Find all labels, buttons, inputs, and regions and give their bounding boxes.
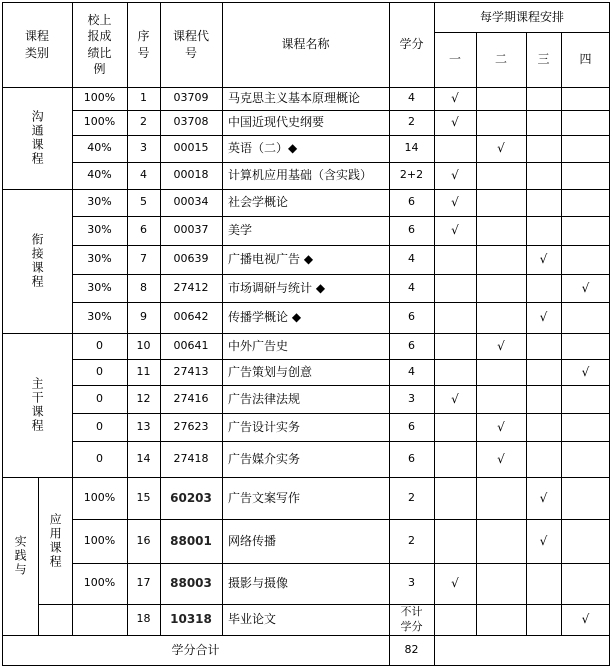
- schedule-divider: [434, 32, 610, 33]
- code-cell: 00037: [173, 223, 209, 237]
- total-value: 82: [404, 643, 419, 657]
- code-cell: 00642: [173, 310, 209, 324]
- check-mark: √: [451, 115, 459, 130]
- course-name-cell: 计算机应用基础（含实践）: [228, 168, 373, 183]
- course-name-cell: 广告策划与创意: [228, 364, 313, 379]
- code-cell: 00641: [173, 338, 209, 352]
- code-cell: 27413: [173, 364, 209, 378]
- header-semester-2: 二: [494, 52, 507, 67]
- check-mark: √: [451, 91, 459, 106]
- seq-cell: 10: [136, 338, 151, 352]
- check-mark: √: [581, 280, 590, 295]
- credit-cell: 6: [408, 338, 415, 352]
- ratio-cell: 0: [96, 338, 103, 352]
- row-divider: [72, 274, 610, 275]
- seq-cell: 18: [136, 612, 151, 626]
- ratio-cell: 30%: [87, 252, 112, 266]
- credit-cell: 2+2: [399, 168, 424, 182]
- header-category: 课程 类别: [24, 29, 49, 60]
- row-divider: [72, 441, 610, 442]
- course-name-cell: 传播学概论 ◆: [228, 310, 302, 325]
- check-mark: √: [539, 310, 548, 325]
- header-ratio: 校上 报成 绩比 例: [87, 13, 112, 76]
- course-name-cell: 中国近现代史纲要: [228, 115, 325, 130]
- seq-cell: 17: [136, 576, 151, 590]
- code-cell: 27412: [173, 280, 209, 294]
- seq-cell: 11: [136, 364, 151, 378]
- course-name-cell: 网络传播: [228, 533, 277, 548]
- code-cell: 88003: [170, 576, 212, 591]
- seq-cell: 9: [140, 310, 147, 324]
- header-semester-3: 三: [537, 52, 550, 67]
- course-name-cell: 英语（二）◆: [228, 141, 298, 156]
- credit-cell: 6: [408, 451, 415, 465]
- border-bottom: [2, 665, 610, 666]
- row-divider: [2, 635, 610, 636]
- row-divider: [72, 385, 610, 386]
- ratio-cell: 0: [96, 419, 103, 433]
- ratio-cell: 30%: [87, 195, 112, 209]
- credit-cell: 6: [408, 195, 415, 209]
- code-cell: 27623: [173, 419, 209, 433]
- credit-cell: 2: [408, 490, 415, 504]
- course-name-cell: 摄影与摄像: [228, 576, 289, 591]
- header-name: 课程名称: [281, 37, 330, 52]
- col-divider: [389, 2, 390, 666]
- check-mark: √: [539, 252, 548, 267]
- row-divider: [2, 333, 610, 334]
- group-label-bridging: 衔接课程: [30, 233, 45, 289]
- code-cell: 03708: [173, 115, 209, 129]
- col-divider: [127, 2, 128, 635]
- course-name-cell: 马克思主义基本原理概论: [228, 91, 361, 106]
- check-mark: √: [451, 223, 459, 238]
- code-cell: 27418: [173, 451, 209, 465]
- ratio-cell: 100%: [83, 576, 116, 590]
- code-cell: 27416: [173, 391, 209, 405]
- credit-cell: 4: [408, 364, 415, 378]
- credit-cell: 6: [408, 310, 415, 324]
- code-cell: 60203: [170, 490, 212, 505]
- ratio-cell: 30%: [87, 280, 112, 294]
- row-divider: [72, 110, 610, 111]
- code-cell: 03709: [173, 91, 209, 105]
- credit-cell: 3: [408, 391, 415, 405]
- course-name-cell: 广告设计实务: [228, 419, 301, 434]
- credit-cell: 不计 学分: [400, 604, 423, 633]
- credit-cell: 6: [408, 419, 415, 433]
- ratio-cell: 0: [96, 391, 103, 405]
- practice-subdivider: [38, 477, 39, 635]
- course-name-cell: 广告媒介实务: [228, 451, 301, 466]
- ratio-cell: 100%: [83, 533, 116, 547]
- course-name-cell: 毕业论文: [228, 612, 277, 627]
- course-name-cell: 广告法律法规: [228, 391, 301, 406]
- seq-cell: 16: [136, 533, 151, 547]
- header-schedule: 每学期课程安排: [479, 9, 564, 24]
- ratio-cell: 100%: [83, 115, 116, 129]
- credit-cell: 3: [408, 576, 415, 590]
- seq-cell: 15: [136, 490, 151, 504]
- course-name-cell: 美学: [228, 223, 253, 238]
- seq-cell: 1: [140, 91, 147, 105]
- check-mark: √: [539, 533, 548, 548]
- seq-cell: 2: [140, 115, 147, 129]
- header-semester-4: 四: [579, 52, 592, 67]
- ratio-cell: 40%: [87, 168, 112, 182]
- credit-cell: 4: [408, 280, 415, 294]
- code-cell: 00639: [173, 252, 209, 266]
- ratio-cell: [72, 604, 127, 635]
- ratio-cell: 30%: [87, 223, 112, 237]
- credit-cell: 4: [408, 252, 415, 266]
- seq-cell: 8: [140, 280, 147, 294]
- ratio-cell: 100%: [83, 490, 116, 504]
- group-label-core: 主干课程: [30, 377, 45, 433]
- check-mark: √: [497, 338, 505, 353]
- group-label-communication: 沟通课程: [30, 110, 45, 166]
- border-left: [2, 2, 3, 666]
- course-name-cell: 广播电视广告 ◆: [228, 252, 314, 267]
- credit-cell: 14: [404, 141, 419, 155]
- border-top: [2, 2, 610, 3]
- header-seq: 序 号: [137, 29, 150, 60]
- course-name-cell: 广告文案写作: [228, 490, 301, 505]
- group-label-practice-sub: 应用课程: [48, 512, 63, 569]
- ratio-cell: 40%: [87, 141, 112, 155]
- code-cell: 00018: [173, 168, 209, 182]
- col-divider: [434, 2, 435, 666]
- row-divider: [38, 604, 610, 605]
- header-semester-1: 一: [448, 52, 461, 67]
- header-bottom: [2, 87, 610, 88]
- check-mark: √: [581, 612, 590, 627]
- col-divider: [222, 2, 223, 635]
- col-divider: [72, 2, 73, 635]
- credit-cell: 6: [408, 223, 415, 237]
- seq-cell: 6: [140, 223, 147, 237]
- row-divider: [72, 245, 610, 246]
- ratio-cell: 100%: [83, 91, 116, 105]
- course-name-cell: 社会学概论: [228, 195, 289, 210]
- code-cell: 00034: [173, 195, 209, 209]
- row-divider: [72, 135, 610, 136]
- header-code: 课程代 号: [172, 29, 209, 60]
- code-cell: 88001: [170, 533, 212, 548]
- border-right: [609, 2, 610, 666]
- check-mark: √: [497, 451, 505, 466]
- row-divider: [72, 519, 610, 520]
- row-divider: [72, 563, 610, 564]
- seq-cell: 12: [136, 391, 151, 405]
- seq-cell: 7: [140, 252, 147, 266]
- credit-cell: 2: [408, 115, 415, 129]
- row-divider: [72, 413, 610, 414]
- row-divider: [72, 216, 610, 217]
- row-divider: [72, 302, 610, 303]
- row-divider: [72, 162, 610, 163]
- seq-cell: 3: [140, 141, 147, 155]
- credit-cell: 4: [408, 91, 415, 105]
- check-mark: √: [451, 195, 459, 210]
- check-mark: √: [451, 168, 459, 183]
- seq-cell: 4: [140, 168, 147, 182]
- col-divider: [160, 2, 161, 635]
- row-divider: [2, 477, 610, 478]
- code-cell: 00015: [173, 141, 209, 155]
- code-cell: 10318: [170, 612, 212, 627]
- seq-cell: 13: [136, 419, 151, 433]
- check-mark: √: [581, 364, 590, 379]
- course-name-cell: 中外广告史: [228, 338, 289, 353]
- check-mark: √: [451, 391, 459, 406]
- check-mark: √: [539, 490, 548, 505]
- check-mark: √: [497, 419, 505, 434]
- seq-cell: 14: [136, 451, 151, 465]
- ratio-cell: 30%: [87, 310, 112, 324]
- course-name-cell: 市场调研与统计 ◆: [228, 280, 326, 295]
- row-divider: [2, 189, 610, 190]
- check-mark: √: [451, 576, 459, 591]
- row-divider: [72, 359, 610, 360]
- seq-cell: 5: [140, 195, 147, 209]
- header-credit: 学分: [399, 37, 424, 52]
- credit-cell: 2: [408, 533, 415, 547]
- ratio-cell: 0: [96, 451, 103, 465]
- ratio-cell: 0: [96, 364, 103, 378]
- total-label: 学分合计: [171, 643, 220, 658]
- check-mark: √: [497, 141, 505, 156]
- group-label-practice: 实践与: [13, 535, 28, 577]
